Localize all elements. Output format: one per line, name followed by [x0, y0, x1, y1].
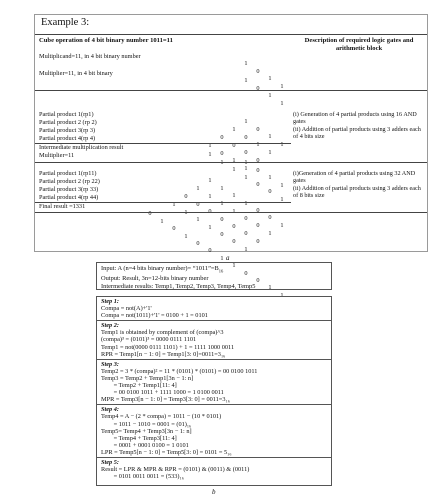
bit: 1 [244, 159, 248, 167]
bit: 0 [256, 67, 260, 75]
step-line: Compa = not(A)+'1' [101, 305, 152, 313]
step-line: RPR = Temp1[n − 1: 0] = Temp1[3: 0]=0011=3₁₆ [101, 350, 226, 358]
bit: 1 [268, 174, 272, 182]
io-intermediate-line: Intermediate results: Temp1, Temp2, Temp3, Temp4, Temp5 [101, 282, 256, 290]
bit: 1 [268, 148, 272, 156]
bit: 0 [220, 231, 224, 239]
bit: 0 [232, 223, 236, 231]
bit: 0 [256, 277, 260, 285]
rule [35, 90, 427, 91]
bit: 1 [208, 192, 212, 200]
bit: 0 [196, 240, 200, 248]
step-line: = 0101 0011 0011 = (533)₁₆ [101, 473, 184, 481]
bit: 0 [184, 193, 188, 201]
step-line: Temp4 = A − (2 * compa) = 1011 − (10 * 0101) [101, 413, 222, 421]
bit: 0 [256, 237, 260, 245]
step-line: Temp1 is obtained by complement of (compa)^3 [101, 329, 224, 337]
bit: 1 [196, 216, 200, 224]
step-title: Step 1: [101, 298, 120, 305]
rule-bottom [35, 212, 427, 213]
bit: 1 [280, 181, 284, 189]
bit: 0 [244, 149, 248, 157]
bit: 0 [244, 133, 248, 141]
bit: 1 [232, 157, 236, 165]
bit: 1 [280, 140, 284, 148]
io-output-line: Output: Result, 3n=12-bits binary number [101, 275, 209, 283]
row-rp33-label: Partial product 3(rp 33) [39, 186, 99, 193]
bit: 0 [256, 207, 260, 215]
bit: 1 [256, 141, 260, 149]
bit: 1 [244, 173, 248, 181]
step-line: Temp2 = 3 * (compa)² = 11 * (0101) * (0101) = 00 0100 1011 [101, 367, 258, 375]
bit: 1 [208, 223, 212, 231]
steps-list [97, 297, 331, 481]
bit: 1 [160, 217, 164, 225]
bit: 0 [244, 269, 248, 277]
bit: 0 [220, 134, 224, 142]
bit: 0 [208, 208, 212, 216]
row-rp22-label: Partial product 2 (rp 22) [39, 178, 100, 185]
example-title: Example 3: [41, 17, 90, 28]
bit: 1 [268, 284, 272, 292]
bit: 1 [268, 75, 272, 83]
rule [35, 162, 427, 163]
bit: 1 [220, 184, 224, 192]
step-line: Compa = not(1011)+'1' = 0100 + 1 = 0101 [101, 312, 208, 320]
bit: 1 [268, 92, 272, 100]
bit: 1 [280, 195, 284, 203]
step-5 [97, 458, 331, 481]
bit: 1 [268, 229, 272, 237]
row-rp4-label: Partial product 4(rp 4) [39, 135, 96, 142]
step-title: Step 5: [101, 458, 120, 466]
bit: 1 [244, 245, 248, 253]
step-line: = 0001 + 0001 0100 = 1 0101 [101, 441, 189, 449]
bit: 0 [268, 214, 272, 222]
step-4 [97, 405, 331, 458]
row-final-label: Final result =1331 [39, 203, 86, 210]
io-input-subscript: 16 [218, 268, 224, 274]
bit: 0 [148, 210, 152, 218]
bit: 1 [196, 185, 200, 193]
bit: 1 [244, 118, 248, 126]
header-left: Cube operation of 4 bit binary number 1011=11 [39, 37, 173, 44]
description-line: (i)Generation of 4 partial products using 32 AND gates [293, 170, 416, 185]
caption-a: a [226, 254, 230, 262]
bit: 0 [232, 238, 236, 246]
description-block-1 [293, 111, 427, 141]
step-line: = Temp4 + Temp3[11: 4] [101, 434, 177, 442]
bit: 0 [256, 125, 260, 133]
step-line: = 1011 − 1010 = 0001 = (01)₁₆ [101, 420, 192, 428]
bit: 1 [184, 232, 188, 240]
bit: 1 [232, 166, 236, 174]
bit: 1 [184, 208, 188, 216]
step-line: = 00 0100 1011 + 1111 1000 = 1 0100 0011 [101, 389, 224, 397]
bit: 0 [172, 225, 176, 233]
bit: 1 [280, 291, 284, 299]
bit: 0 [256, 166, 260, 174]
step-title: Step 2: [101, 322, 120, 330]
description-block-2 [293, 170, 427, 200]
bit: 0 [220, 215, 224, 223]
bit: 1 [268, 133, 272, 141]
bit: 1 [172, 201, 176, 209]
bit: 0 [256, 181, 260, 189]
step-2 [97, 321, 331, 359]
description-line: (ii) Addition of partial products using 3 adders each of 4 bits size [293, 125, 421, 141]
bit: 1 [280, 82, 284, 90]
step-3 [97, 360, 331, 406]
bit: 1 [232, 207, 236, 215]
bit: 1 [232, 262, 236, 270]
step-line: Temp5= Temp4 + Temp3[3n − 1: n] [101, 427, 192, 435]
bit: 1 [232, 126, 236, 134]
bit: 0 [196, 200, 200, 208]
step-1 [97, 297, 331, 321]
row-rp3-label: Partial product 3(rp 3) [39, 127, 96, 134]
bit: 0 [244, 215, 248, 223]
bit: 1 [220, 158, 224, 166]
bit: 1 [280, 221, 284, 229]
bit: 1 [208, 142, 212, 150]
rule-top [35, 34, 427, 35]
bit: 1 [244, 199, 248, 207]
bit: 0 [256, 222, 260, 230]
bit: 1 [208, 177, 212, 185]
bit: 0 [256, 156, 260, 164]
row-multiplier-label: Multiplier=11, in 4 bit binary [39, 70, 113, 77]
step-title: Step 4: [101, 406, 120, 414]
step-line: MPR = Temp3[n − 1: 0] = Temp3[3: 0] = 0011=3₁₆ [101, 396, 230, 404]
io-box [96, 262, 332, 290]
bit: 0 [220, 149, 224, 157]
caption-b: b [212, 488, 216, 496]
header-right: Description of required logic gates and arithmetic block [304, 37, 414, 52]
bit: 1 [220, 200, 224, 208]
row-rp44-label: Partial product 4(rp 44) [39, 194, 99, 201]
step-line: LPR = Temp5[n − 1: 0] = Temp5[3: 0] = 0101 = 5₁₆ [101, 448, 232, 456]
bit: 1 [244, 164, 248, 172]
row-multiplier2-label: Multiplier=11 [39, 152, 75, 159]
row-intermediate-label: Intermediate multiplication result [39, 144, 124, 151]
bit: 1 [244, 60, 248, 68]
bit: 0 [208, 247, 212, 255]
io-input-line [101, 265, 327, 275]
bit: 1 [232, 192, 236, 200]
bit: 1 [220, 254, 224, 262]
io-input-text: Input: A (n=4 bits binary number)= “1011”=B [101, 265, 219, 272]
step-line: Temp1 = not(0000 0111 1101) + 1 = 1111 1000 0011 [101, 343, 235, 351]
bit: 0 [244, 230, 248, 238]
step-line: Result = LPR & MPR & RPR = (0101) & (0011) & (0011) [101, 466, 250, 474]
row-rp11-label: Partial product 1(rp11) [39, 170, 97, 177]
description-line: (ii) Addition of partial products using 3 adders each of 8 bits size [293, 184, 421, 200]
description-line: (i) Generation of 4 partial products using 16 AND gates [293, 111, 417, 126]
step-line: = Temp2 + Temp1[11: 4] [101, 382, 177, 390]
steps-box [96, 296, 332, 486]
step-line: Temp3 = Temp2 + Temp1[3n − 1: n] [101, 374, 194, 382]
bit: 1 [280, 99, 284, 107]
bit: 1 [208, 151, 212, 159]
bit: 0 [232, 141, 236, 149]
step-line: (compa)³ = (0101)³ = 0000 0111 1101 [101, 336, 197, 344]
bit: 1 [244, 77, 248, 85]
bit: 0 [268, 188, 272, 196]
bit: 0 [256, 84, 260, 92]
step-title: Step 3: [101, 360, 120, 368]
row-multiplicand-label: Multiplicand=11, in 4 bit binary number [39, 53, 141, 60]
row-rp2-label: Partial product 2 (rp 2) [39, 119, 97, 126]
row-rp1-label: Partial product 1(rp1) [39, 111, 94, 118]
